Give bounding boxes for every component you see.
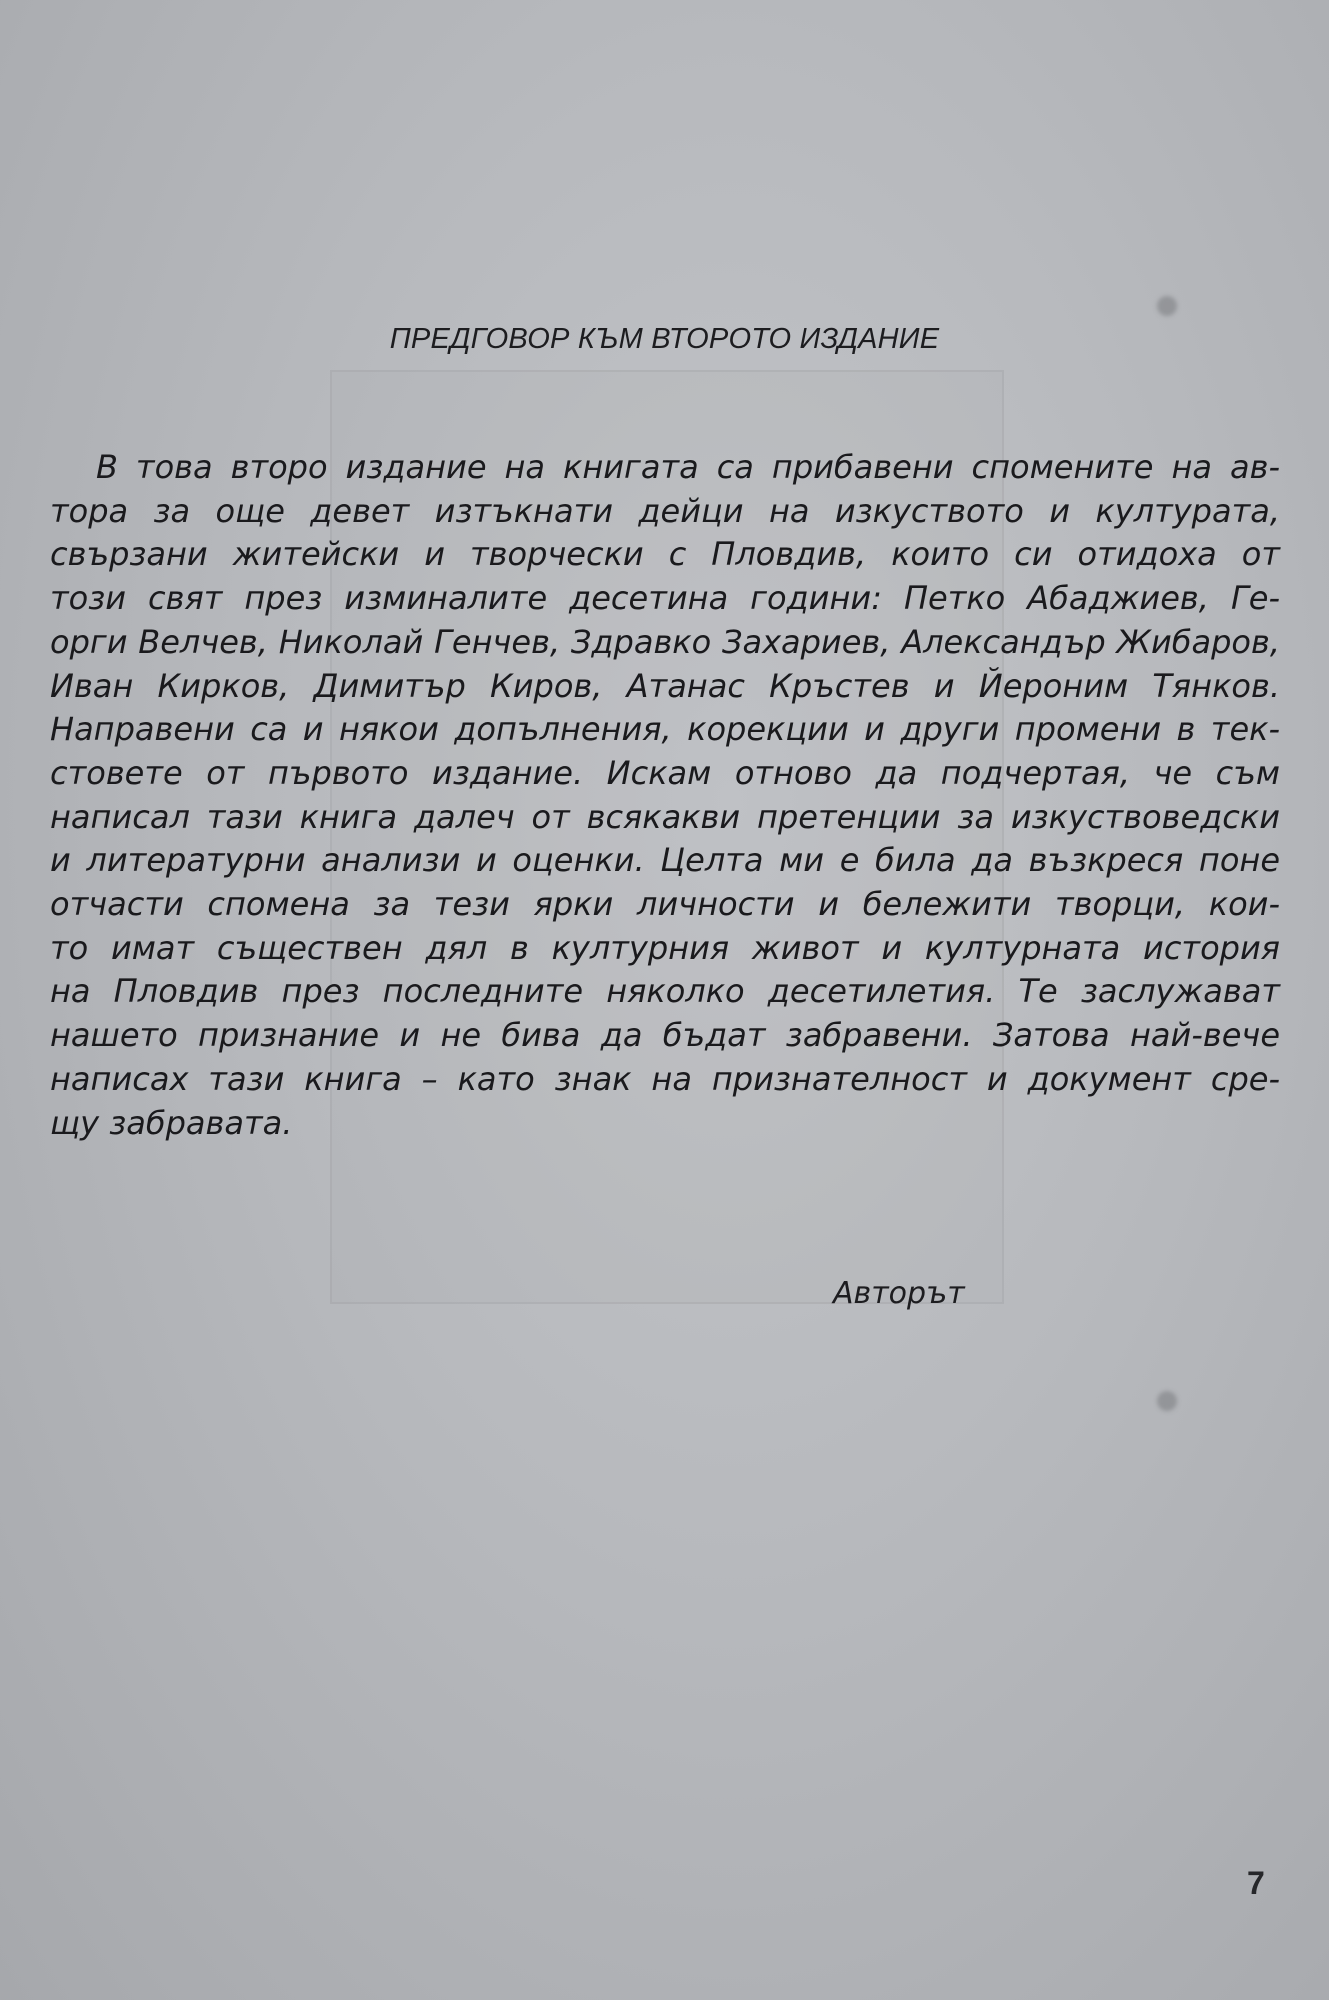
page-number: 7 (1247, 1865, 1265, 1901)
paragraph-line: и литературни анализи и оценки. Целта ми е била да възкреся поне (50, 841, 1280, 880)
paragraph-line: нашето признание и не бива да бъдат забравени. Затова най-вече (50, 1016, 1280, 1055)
paragraph-line: на Пловдив през последните няколко десетилетия. Те заслужават (50, 972, 1280, 1011)
spot-mark (1157, 1391, 1177, 1411)
paragraph-line: Направени са и някои допълнения, корекции и други промени в тек- (50, 710, 1280, 749)
paragraph-line: щу забравата. (50, 1103, 293, 1142)
paragraph-line: тора за още девет изтъкнати дейци на изкуството и културата, (50, 491, 1280, 530)
paragraph-line: написал тази книга далеч от всякакви претенции за изкуствоведски (50, 797, 1280, 836)
paragraph-line: орги Велчев, Николай Генчев, Здравко Захариев, Александър Жибаров, (50, 622, 1280, 661)
paragraph-line: този свят през изминалите десетина години: Петко Абаджиев, Ге- (50, 579, 1280, 618)
paragraph-line: Иван Кирков, Димитър Киров, Атанас Кръстев и Йероним Тянков. (50, 666, 1280, 705)
preface-heading: ПРЕДГОВОР КЪМ ВТОРОТО ИЗДАНИЕ (389, 323, 940, 355)
paragraph-line: стовете от първото издание. Искам отново да подчертая, че съм (50, 753, 1280, 792)
paragraph-line: В това второ издание на книгата са прибавени спомените на ав- (96, 448, 1280, 486)
spot-mark (1157, 296, 1177, 316)
paragraph-line: свързани житейски и творчески с Пловдив, които си отидоха от (50, 535, 1280, 574)
author-signature: Авторът (833, 1276, 965, 1311)
paragraph-line: написах тази книга – като знак на признателност и документ сре- (50, 1059, 1280, 1098)
paragraph-line: отчасти спомена за тези ярки личности и бележити творци, кои- (50, 885, 1280, 924)
preface-paragraph (50, 446, 1280, 1145)
paragraph-line: то имат съществен дял в културния живот и културната история (50, 928, 1280, 967)
